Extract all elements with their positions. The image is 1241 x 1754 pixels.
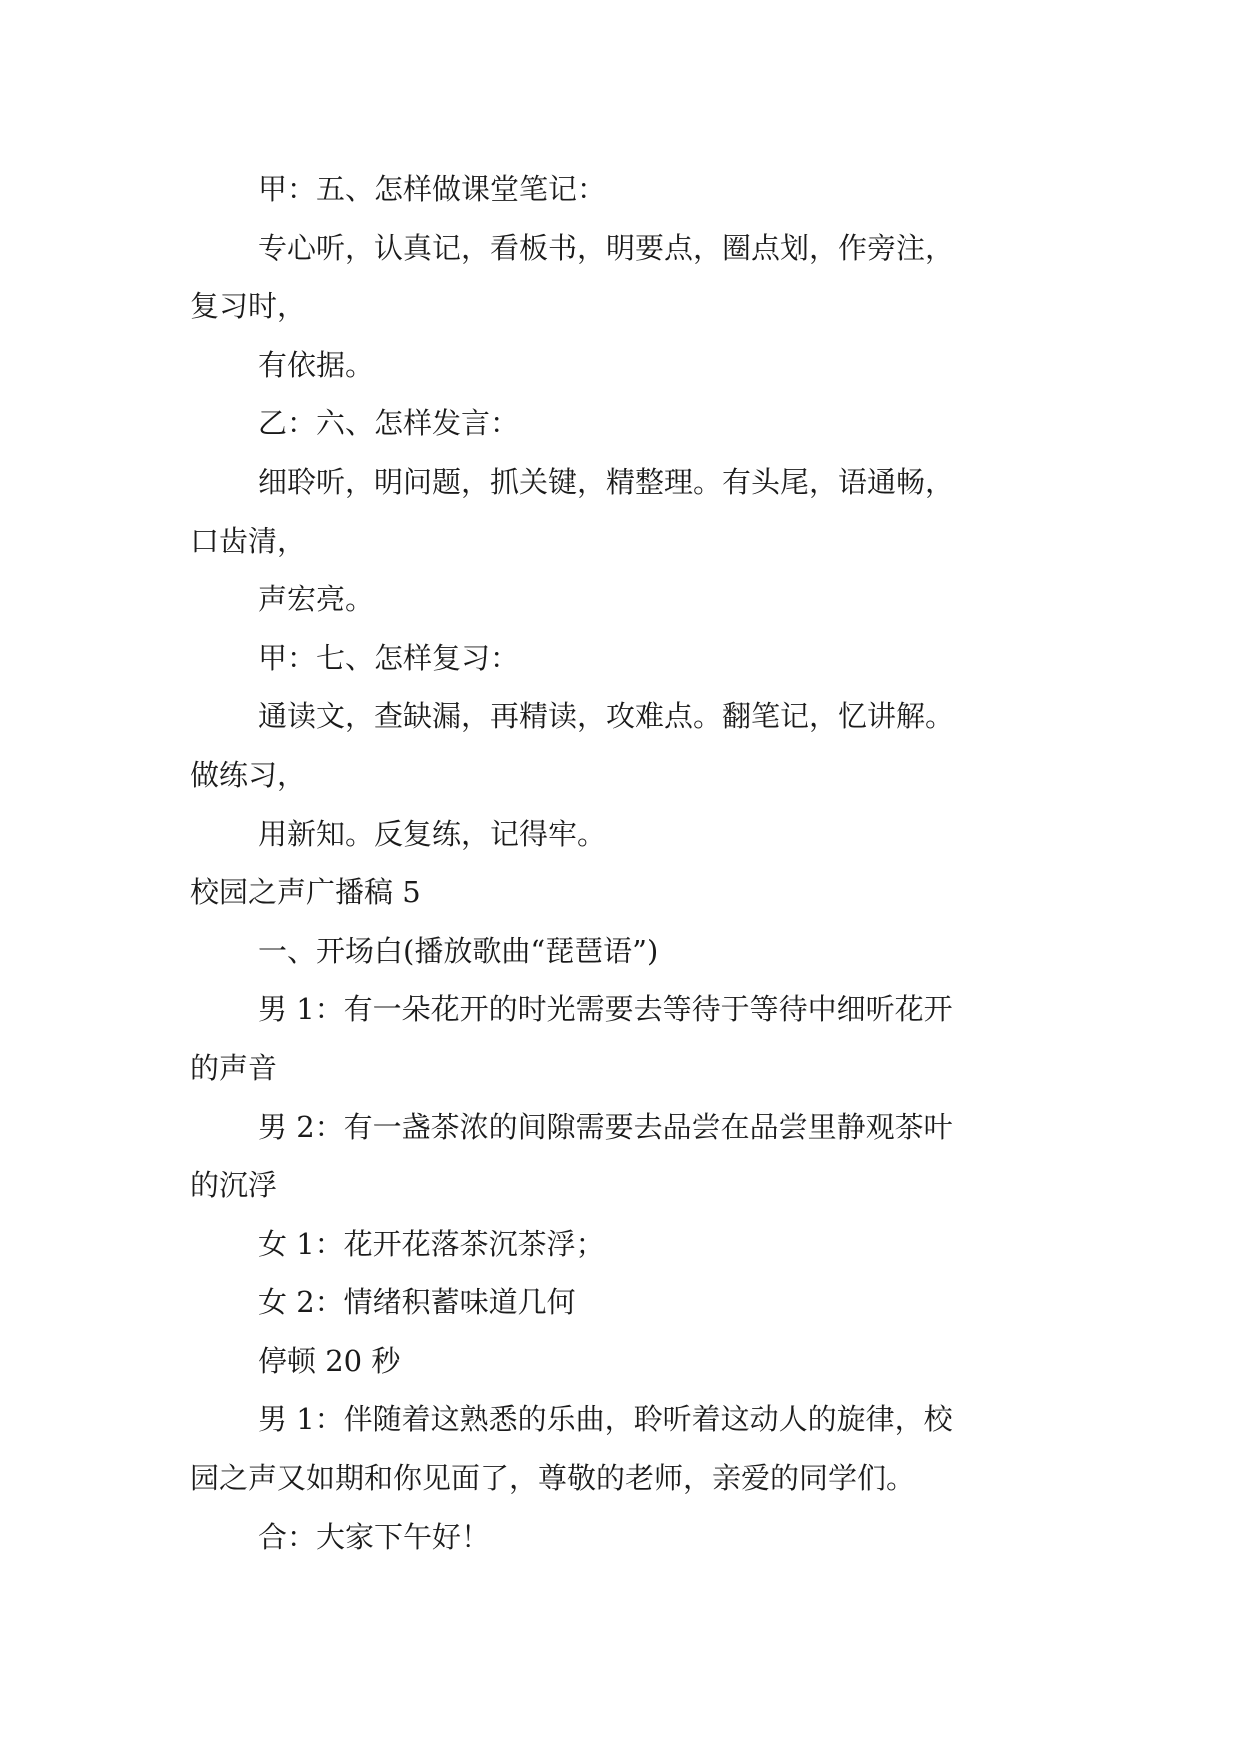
paragraph-line: 一、开场白(播放歌曲“琵琶语”) <box>258 933 659 968</box>
paragraph-line: 有依据。 <box>258 347 375 382</box>
paragraph-line: 甲：七、怎样复习： <box>258 640 520 675</box>
paragraph-line: 男 1：伴随着这熟悉的乐曲，聆听着这动人的旋律，校 <box>258 1402 953 1437</box>
paragraph-line: 细聆听，明问题，抓关键，精整理。有头尾，语通畅， <box>258 464 955 499</box>
paragraph-line: 女 1：花开花落茶沉茶浮； <box>258 1226 605 1261</box>
paragraph-line: 甲：五、怎样做课堂笔记： <box>258 172 607 206</box>
paragraph-line: 合：大家下午好！ <box>258 1519 491 1554</box>
paragraph-line: 复习时， <box>190 289 307 324</box>
paragraph-line: 口齿清， <box>190 523 307 558</box>
paragraph-line: 专心听，认真记，看板书，明要点，圈点划，作旁注， <box>258 230 955 265</box>
paragraph-line: 园之声又如期和你见面了，尊敬的老师，亲爱的同学们。 <box>190 1461 916 1496</box>
document-body <box>190 160 1070 1566</box>
paragraph-line: 女 2：情绪积蓄味道几何 <box>258 1285 576 1320</box>
paragraph-line: 的沉浮 <box>190 1168 278 1203</box>
paragraph-line: 声宏亮。 <box>258 582 375 617</box>
paragraph-line: 通读文，查缺漏，再精读，攻难点。翻笔记，忆讲解。 <box>258 699 955 734</box>
paragraph-line: 男 1：有一朵花开的时光需要去等待于等待中细听花开 <box>258 992 953 1027</box>
paragraph-line: 用新知。反复练，记得牢。 <box>258 816 607 851</box>
paragraph-line: 乙：六、怎样发言： <box>258 406 520 441</box>
paragraph-line: 做练习， <box>190 757 307 792</box>
section-heading: 校园之声广播稿 5 <box>190 875 421 910</box>
paragraph-line: 男 2：有一盏茶浓的间隙需要去品尝在品尝里静观茶叶 <box>258 1109 953 1144</box>
paragraph-line: 的声音 <box>190 1050 278 1085</box>
paragraph-line: 停顿 20 秒 <box>258 1343 401 1378</box>
